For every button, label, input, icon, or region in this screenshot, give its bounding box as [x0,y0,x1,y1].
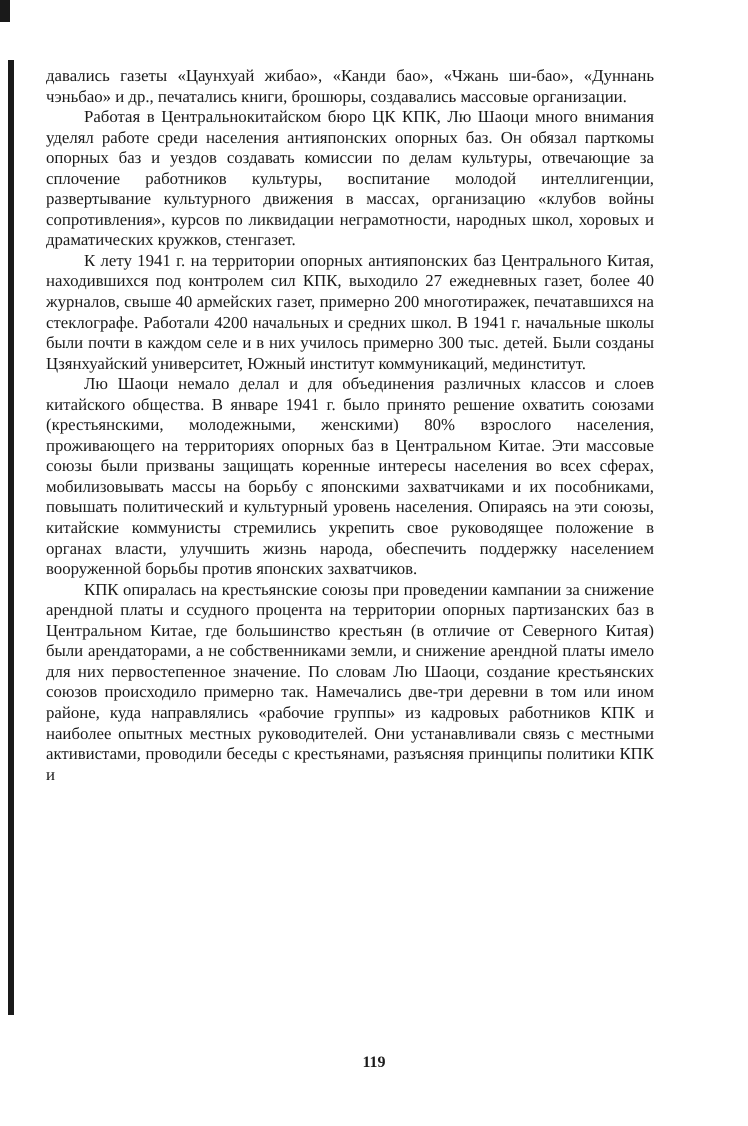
binding-edge-shadow [8,60,14,1015]
paragraph-5: КПК опиралась на крестьянские союзы при проведении кампании за снижение арендной платы и ссудного процента на территории опорных партизанских баз в Центральном Китае, где большинство крестьян (в отличие от Северного Китая) были арендаторами, а не собственниками земли, и снижение арендной платы имело для них первостепенное значение. По словам Лю Шаоци, создание крестьянских союзов происходило примерно так. Намечались две-три деревни в том или ином районе, куда направлялись «рабочие группы» из кадровых работников КПК и наиболее опытных местных руководителей. Они устанавливали связь с местными активистами, проводили беседы с крестьянами, разъясняя принципы политики КПК и [46,579,654,784]
page-number: 119 [362,1054,386,1071]
paragraph-2: Работая в Центральнокитайском бюро ЦК КПК, Лю Шаоци много внимания уделял работе среди населения антияпонских опорных баз. Он обязал парткомы опорных баз и уездов создавать комиссии по делам культуры, отвечающие за сплочение работников культуры, воспитание молодой интеллигенции, развертывание культурного движения в массах, организацию «клубов войны сопротивления», курсов по ликвидации неграмотности, народных школ, хоровых и драматических кружков, стенгазет. [46,107,654,250]
paragraph-4: Лю Шаоци немало делал и для объединения различных классов и слоев китайского общества. В январе 1941 г. было принято решение охватить союзами (крестьянскими, молодежными, женскими) 80% взрослого населения, проживающего на территориях опорных баз в Центральном Китае. Эти массовые союзы были призваны защищать коренные интересы населения во всех сферах, мобилизовывать массы на борьбу с японскими захватчиками и их пособниками, повышать политический и культурный уровень населения. Опираясь на эти союзы, китайские коммунисты стремились укрепить свое руководящее положение в органах власти, улучшить жизнь народа, обеспечить поддержку населением вооруженной борьбы против японских захватчиков. [46,374,654,579]
paragraph-3: К лету 1941 г. на территории опорных антияпонских баз Центрального Китая, находившихся под контролем сил КПК, выходило 27 ежедневных газет, более 40 журналов, свыше 40 армейских газет, примерно 200 многотиражек, печатавшихся на стеклографе. Работали 4200 начальных и средних школ. В 1941 г. начальные школы были почти в каждом селе и в них училось примерно 300 тыс. детей. Были созданы Цзянхуайский университет, Южный институт коммуникаций, мединститут. [46,250,654,373]
binding-edge-mark [0,0,10,22]
paragraph-1: давались газеты «Цаунхуай жибао», «Канди бао», «Чжань ши-бао», «Дуннань чэньбао» и др., печатались книги, брошюры, создавались массовые организации. [46,66,654,106]
body-text [46,66,654,785]
